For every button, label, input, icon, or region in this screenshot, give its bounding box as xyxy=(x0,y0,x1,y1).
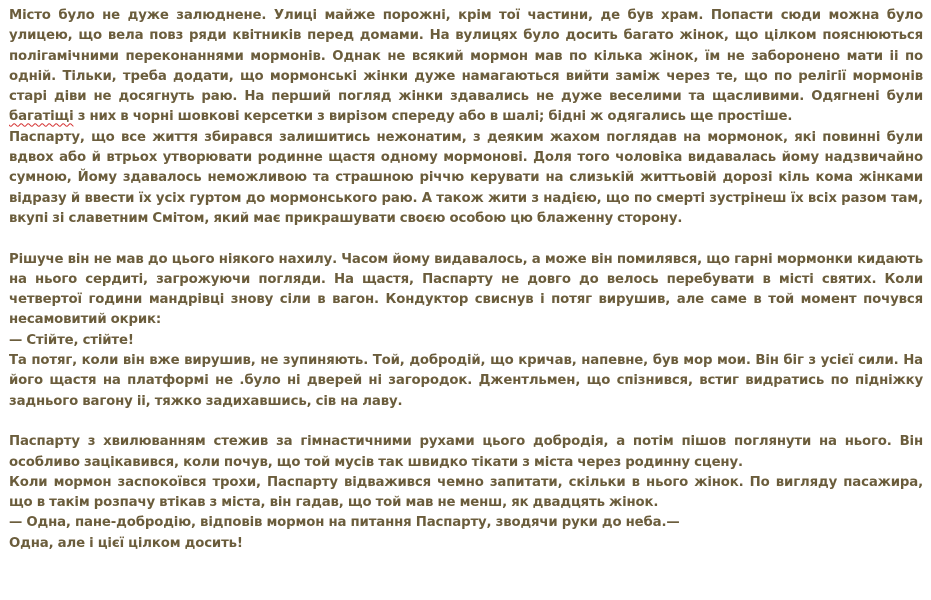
paragraph-city xyxy=(9,6,923,128)
paragraph-city-text: Місто було не дуже залюднене. Улиці майже порожні, крім тої частини, де був храм. Попасти сюди можна було улицею, що вела повз ряди квітників перед домами. На вулицях було досить багато жінок, що цілком пояснюються полігамічними переконаннями мормонів. Однак не всякий мормон мав по кілька жінок, їм не заборонено мати іі по одній. Тільки, треба додати, що мормонські жінки дуже намагаються вийти заміж через те, що по релігії мормонів старі діви не досягнуть раю. На перший погляд жінки здавались не дуже веселими та щасливими. Одягнені були xyxy=(9,8,923,105)
paragraph-question: Коли мормон заспокоївся трохи, Паспарту відважився чемно запитати, скільки в нього жінок. По вигляду пасажира, що в такім розпачу втікав з міста, він гадав, що той мав не менш, як двадцять жінок. xyxy=(9,474,923,511)
paragraph-passepartout: Паспарту, що все життя збирався залишитись нежонатим, з деяким жахом поглядав на мормонок, які повинні були вдвох або й втрьох утворювати родинне щастя одному мормонові. Доля того чоловіка видавалась йому надзвичайно сумною, Йому здавалось неможливою та страшною річчю керувати на слизькій життьовій дорозі кіль кома жінками відразу й ввести їх усіх гуртом до мормонського раю. А також жити з надією, що по смерті зустрінеш їх всіх разом там, вкупі зі славетним Смітом, який має прикрашувати своєю особою цю блаженну сторону. xyxy=(9,129,923,226)
paragraph-answer: — Одна, пане-добродію, відповів мормон на питання Паспарту, зводячи руки до неба.— xyxy=(9,515,680,531)
paragraph-train: Та потяг, коли він вже вирушив, не зупиняють. Той, добродій, що кричав, напевне, був мор мои. Він біг з усієї сили. На його щастя на платформі не .було ні дверей ні загородок. Джентльмен, що спізнився, встиг видратись по підніжку заднього вагону іі, тяжко задихавшись, сів на лаву. xyxy=(9,353,923,409)
paragraph-gap xyxy=(9,229,923,249)
paragraph-final: Одна, але і цієї цілком досить! xyxy=(9,535,243,551)
paragraph-gap xyxy=(9,412,923,432)
paragraph-decisively: Рішуче він не мав до цього ніякого нахилу. Часом йому видавалось, а може він помилявся, що гарні мормонки кидають на нього сердиті, загрожуючи погляди. На щастя, Паспарту не довго до велось перебувати в місті святих. Коли четвертої години мандрівці знову сіли в вагон. Кондуктор свиснув і потяг вирушив, але саме в той момент почувся несамовитий окрик: xyxy=(9,251,923,328)
paragraph-gymnastics: Паспарту з хвилюванням стежив за гімнастичними рухами цього добродія, а потім пішов поглянути на нього. Він особливо зацікавився, коли почув, що той мусів так швидко тікати з міста через родинну сцену. xyxy=(9,434,923,470)
misspelled-word[interactable]: багатіщі xyxy=(9,109,74,125)
paragraph-city-text-end: з них в чорні шовкові керсетки з вирізом спереду або в шалі; бідні ж одягались ще простіше. xyxy=(77,109,793,125)
paragraph-stop-shout: — Стійте, стійте! xyxy=(9,332,134,348)
